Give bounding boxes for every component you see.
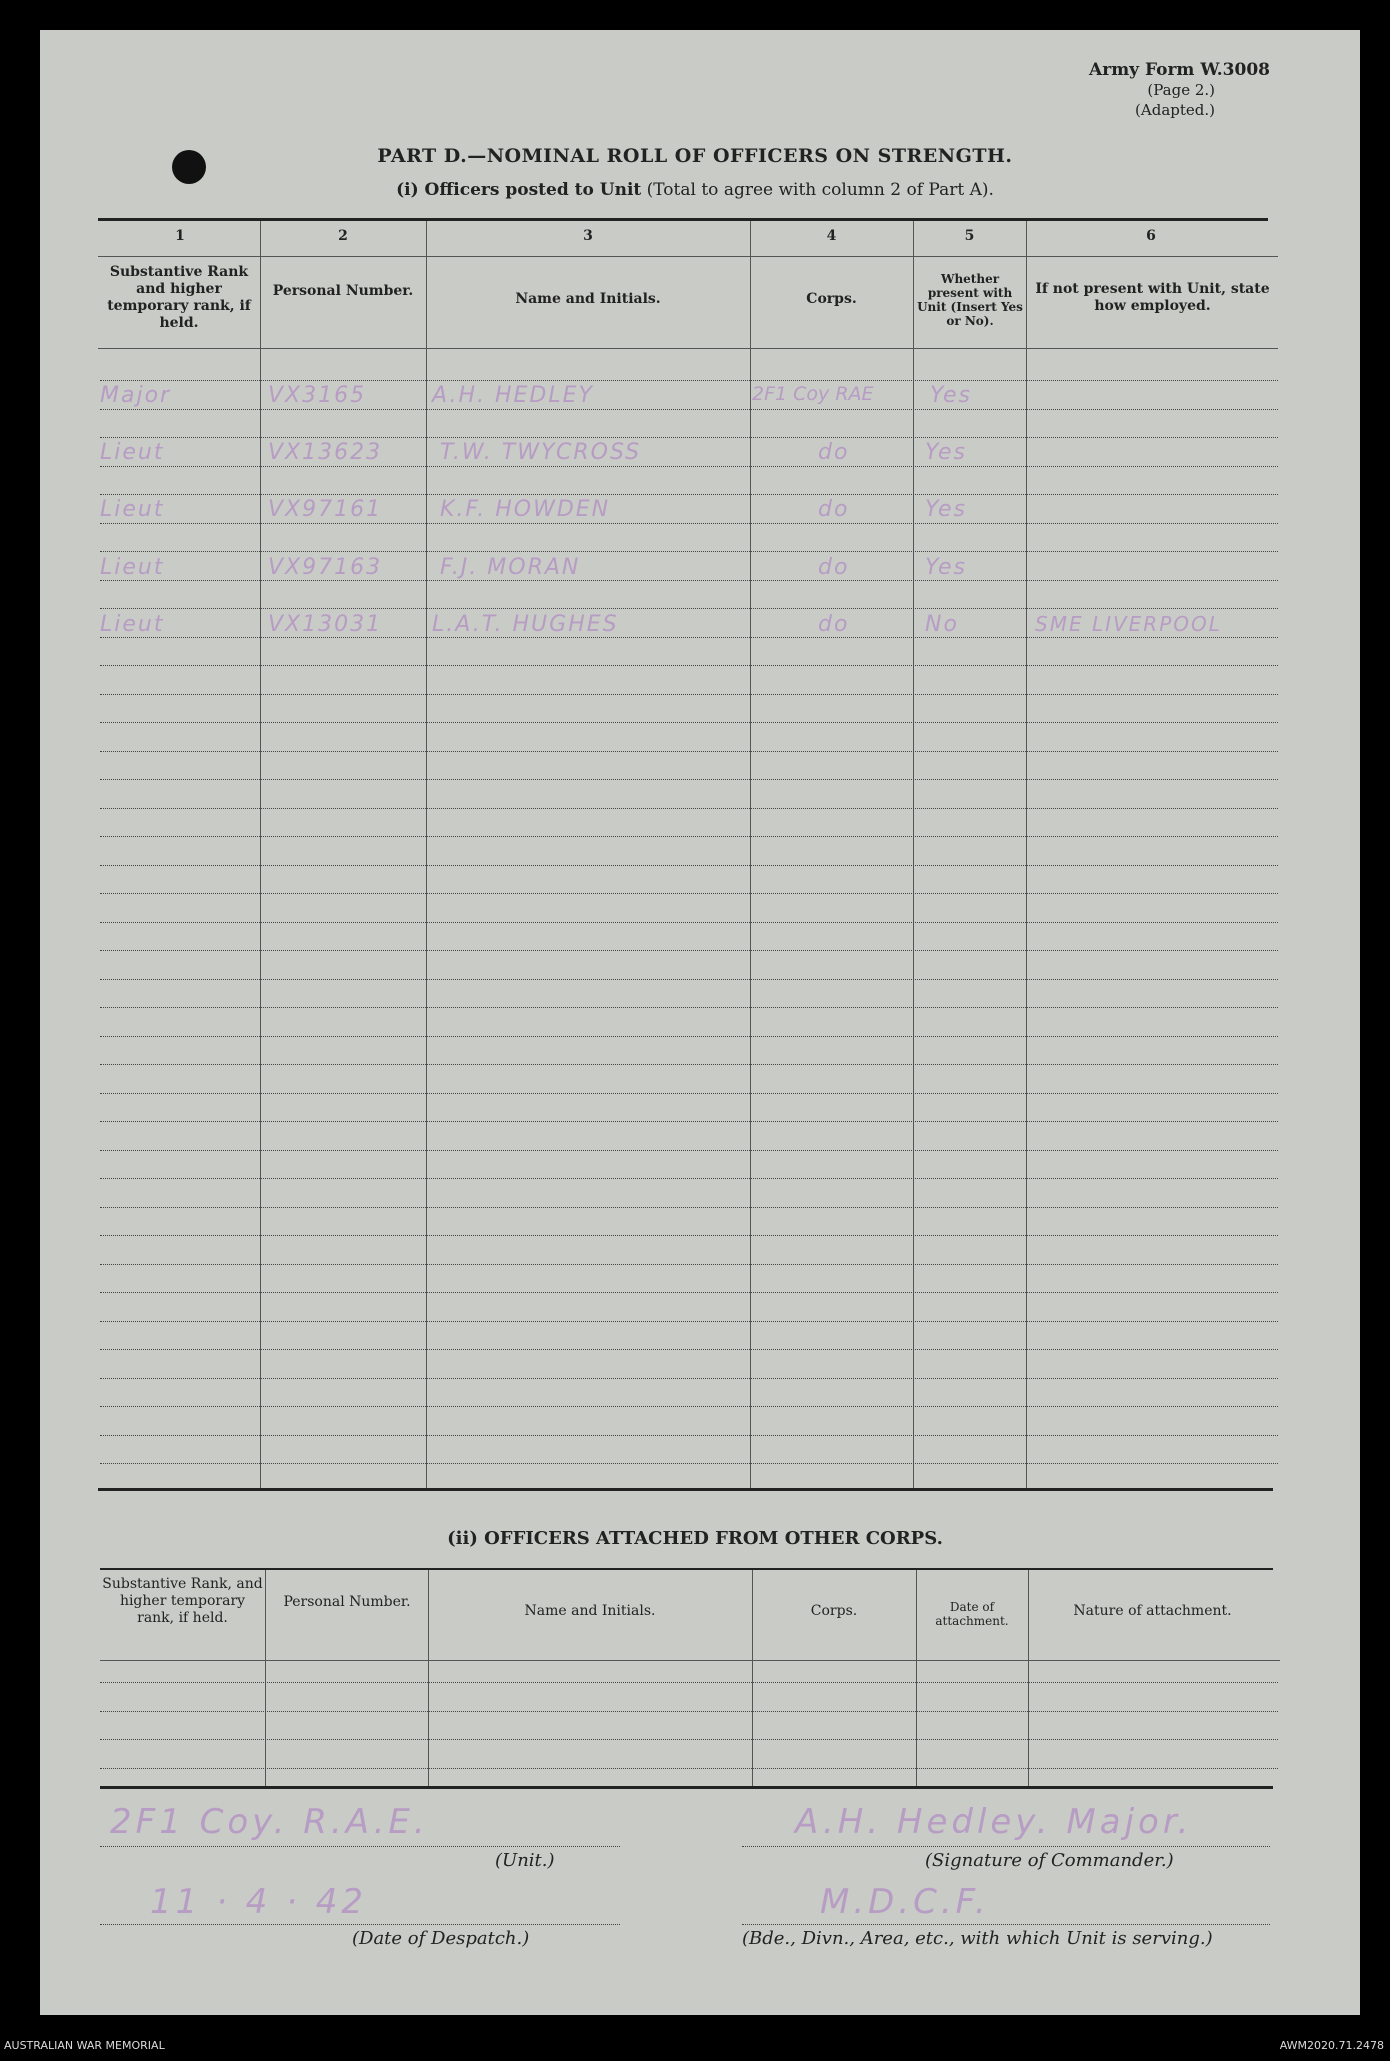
table2-ruling-line <box>100 1739 1278 1740</box>
row3-number: VX97161 <box>268 497 383 522</box>
row5-present: No <box>925 612 959 637</box>
table1-divider-2 <box>426 221 427 1488</box>
table2-divider-4 <box>916 1570 917 1786</box>
col-number-5: 5 <box>964 228 975 244</box>
header-rank: Substantive Rank and higher temporary rank, if held. <box>107 264 251 331</box>
table1-ruling-line <box>100 1064 1278 1065</box>
row1-corps: 2F1 Coy RAE <box>752 383 874 405</box>
table2-ruling-line <box>100 1682 1278 1683</box>
subtitle-bold: (i) Officers posted to Unit <box>396 180 642 200</box>
archive-footer <box>0 2031 1390 2061</box>
table1-ruling-line <box>100 1150 1278 1151</box>
table1-divider-5 <box>1026 221 1027 1488</box>
table1-ruling-line <box>100 580 1278 581</box>
table2-ruling-line <box>100 1711 1278 1712</box>
form-adapted: (Adapted.) <box>1135 101 1215 119</box>
form-id-text: Army Form W.3008 <box>1089 60 1270 80</box>
row5-name: L.A.T. HUGHES <box>432 612 619 637</box>
header-name: Name and Initials. <box>515 291 661 307</box>
table1-ruling-line <box>100 437 1278 438</box>
t2-header-rank: Substantive Rank, and higher temporary rank, if held. <box>102 1576 263 1626</box>
table1-ruling-line <box>100 922 1278 923</box>
unit-line <box>100 1846 620 1847</box>
table1-ruling-line <box>100 1292 1278 1293</box>
table2-divider-5 <box>1028 1570 1029 1786</box>
header-present: Whether present with Unit (Insert Yes or No). <box>917 272 1023 328</box>
table1-ruling-line <box>100 808 1278 809</box>
table1-ruling-line <box>100 1321 1278 1322</box>
table1-divider-3 <box>750 221 751 1488</box>
part-d-subtitle <box>0 180 1390 200</box>
date-value: 11 · 4 · 42 <box>150 1882 368 1922</box>
table1-ruling-line <box>100 1007 1278 1008</box>
row4-number: VX97163 <box>268 555 383 580</box>
t2-header-number: Personal Number. <box>283 1594 411 1610</box>
table1-top-rule <box>98 218 1268 221</box>
table1-ruling-line <box>100 409 1278 410</box>
header-corps: Corps. <box>806 291 857 307</box>
table1-ruling-line <box>100 1463 1278 1464</box>
table1-ruling-line <box>100 836 1278 837</box>
row2-number: VX13623 <box>268 440 383 465</box>
table1-ruling-line <box>100 979 1278 980</box>
row4-name: F.J. MORAN <box>440 555 581 580</box>
colnum-rule <box>98 256 1278 257</box>
row3-corps: do <box>818 497 850 522</box>
col-number-4: 4 <box>826 228 837 244</box>
table1-ruling-line <box>100 380 1278 381</box>
col-number-1: 1 <box>175 228 185 244</box>
table2-divider-1 <box>265 1570 266 1786</box>
subtitle-rest: (Total to agree with column 2 of Part A). <box>641 180 994 200</box>
table1-ruling-line <box>100 1093 1278 1094</box>
header-personal-number: Personal Number. <box>272 283 414 299</box>
bde-label: (Bde., Divn., Area, etc., with which Unit is serving.) <box>742 1928 1213 1949</box>
table1-ruling-line <box>100 893 1278 894</box>
row4-rank: Lieut <box>100 555 165 580</box>
table1-ruling-line <box>100 694 1278 695</box>
row3-name: K.F. HOWDEN <box>440 497 611 522</box>
row5-corps: do <box>818 612 850 637</box>
signature-label: (Signature of Commander.) <box>925 1850 1174 1871</box>
row1-rank: Major <box>100 383 172 408</box>
date-label: (Date of Despatch.) <box>352 1928 530 1949</box>
table2-bottom-rule <box>100 1786 1273 1789</box>
header-employed: If not present with Unit, state how employed. <box>1035 281 1270 314</box>
table1-ruling-line <box>100 466 1278 467</box>
col-number-3: 3 <box>583 228 593 244</box>
t2-header-date: Date of attachment. <box>935 1600 1009 1628</box>
form-page: (Page 2.) <box>1147 81 1215 99</box>
table1-ruling-line <box>100 1207 1278 1208</box>
table1-divider-4 <box>913 221 914 1488</box>
row1-number: VX3165 <box>268 383 367 408</box>
bde-line <box>742 1924 1270 1925</box>
row3-rank: Lieut <box>100 497 165 522</box>
table1-ruling-line <box>100 1264 1278 1265</box>
signature-value: A.H. Hedley. Major. <box>795 1802 1193 1842</box>
col-number-6: 6 <box>1146 228 1156 244</box>
section2-title: (ii) OFFICERS ATTACHED FROM OTHER CORPS. <box>447 1528 943 1549</box>
table1-ruling-line <box>100 1435 1278 1436</box>
t2-header-name: Name and Initials. <box>524 1603 656 1619</box>
row4-present: Yes <box>925 555 968 580</box>
table1-ruling-line <box>100 523 1278 524</box>
t2-header-corps: Corps. <box>810 1603 858 1619</box>
date-line <box>100 1924 620 1925</box>
table1-bottom-rule <box>98 1488 1273 1491</box>
row2-rank: Lieut <box>100 440 165 465</box>
table1-ruling-line <box>100 751 1278 752</box>
row2-name: T.W. TWYCROSS <box>440 440 642 465</box>
row5-employed: SME LIVERPOOL <box>1035 612 1222 636</box>
unit-label: (Unit.) <box>495 1850 555 1871</box>
col-number-2: 2 <box>338 228 348 244</box>
t2-header-rule <box>100 1660 1280 1661</box>
form-identifier <box>1089 60 1270 120</box>
table1-ruling-line <box>100 1235 1278 1236</box>
table1-ruling-line <box>100 1378 1278 1379</box>
header-rule <box>98 348 1278 349</box>
table1-ruling-line <box>100 665 1278 666</box>
part-d-title: PART D.—NOMINAL ROLL OF OFFICERS ON STRENGTH. <box>377 145 1013 167</box>
row2-corps: do <box>818 440 850 465</box>
table1-ruling-line <box>100 551 1278 552</box>
signature-line <box>742 1846 1270 1847</box>
table1-divider-1 <box>260 221 261 1488</box>
table1-ruling-line <box>100 722 1278 723</box>
table1-ruling-line <box>100 494 1278 495</box>
table2-ruling-line <box>100 1768 1278 1769</box>
row5-number: VX13031 <box>268 612 383 637</box>
table1-ruling-line <box>100 950 1278 951</box>
table1-ruling-line <box>100 1036 1278 1037</box>
table1-ruling-line <box>100 637 1278 638</box>
table2-top-rule <box>100 1568 1273 1570</box>
row3-present: Yes <box>925 497 968 522</box>
t2-header-nature: Nature of attachment. <box>1073 1603 1232 1619</box>
table1-ruling-line <box>100 865 1278 866</box>
archive-right: AWM2020.71.2478 <box>1279 2039 1384 2052</box>
unit-value: 2F1 Coy. R.A.E. <box>110 1802 429 1842</box>
table1-ruling-line <box>100 1406 1278 1407</box>
row5-rank: Lieut <box>100 612 165 637</box>
row1-present: Yes <box>930 383 973 408</box>
table1-ruling-line <box>100 1121 1278 1122</box>
row1-name: A.H. HEDLEY <box>432 383 594 408</box>
table1-ruling-line <box>100 779 1278 780</box>
table1-ruling-line <box>100 1349 1278 1350</box>
table1-ruling-line <box>100 1178 1278 1179</box>
row4-corps: do <box>818 555 850 580</box>
archive-left: AUSTRALIAN WAR MEMORIAL <box>4 2039 165 2052</box>
row2-present: Yes <box>925 440 968 465</box>
table1-ruling-line <box>100 608 1278 609</box>
bde-value: M.D.C.F. <box>820 1882 990 1922</box>
